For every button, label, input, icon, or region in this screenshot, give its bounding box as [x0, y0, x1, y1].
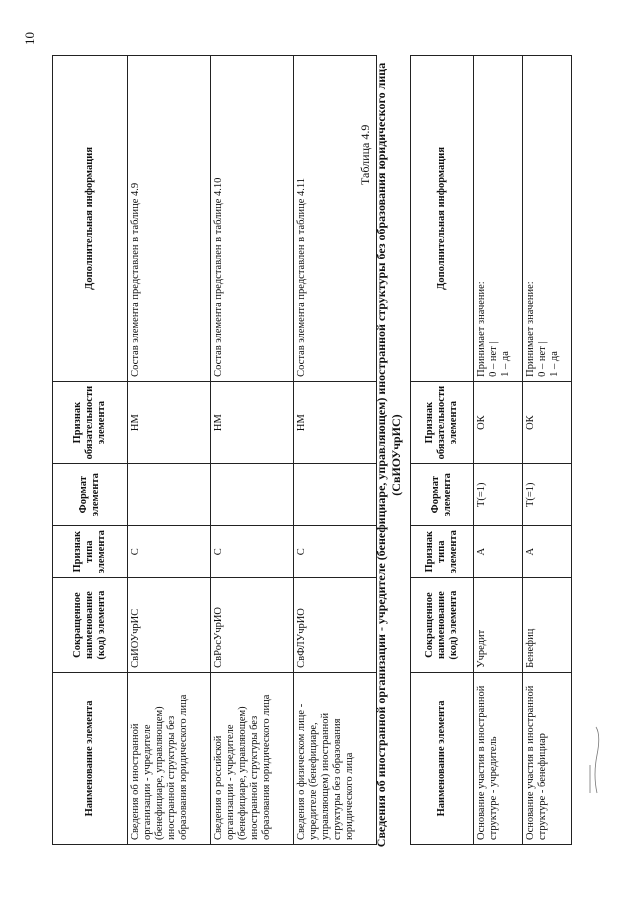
header-code: Сокращенное наименование (код) элемента: [53, 578, 128, 672]
cell-name: Сведения о физическом лице - учредителе (бенефициаре, управляющем) иностранной структуры без образования юридического лица: [294, 672, 377, 844]
header-type: Признак типа элемента: [411, 526, 474, 578]
table-row: [474, 56, 523, 845]
cell-type: А: [523, 526, 572, 578]
cell-type: С: [294, 526, 377, 578]
elements-table: [52, 55, 377, 845]
cell-format: [128, 464, 211, 526]
table-row: [128, 56, 211, 845]
cell-name: Сведения об иностранной организации - учредителе (бенефициаре, управляющем) иностранной структуры без образования юридического лица: [128, 672, 211, 844]
table-title: Сведения об иностранной организации - учредителе (бенефициаре, управляющем) иностранной структуры без образования юридического лица (СвИОУчрИС): [374, 62, 403, 848]
header-required: Признак обязательности элемента: [53, 381, 128, 464]
header-info: Дополнительная информация: [53, 56, 128, 382]
table-header-row: [53, 56, 128, 845]
header-format: Формат элемента: [53, 464, 128, 526]
header-format: Формат элемента: [411, 464, 474, 526]
cell-required: НМ: [128, 381, 211, 464]
cell-code: СвИОУчрИС: [128, 578, 211, 672]
cell-required: НМ: [294, 381, 377, 464]
info-line: 1 – да: [549, 351, 561, 377]
stamp-scribble: [585, 725, 603, 795]
info-line: 0 – нет |: [537, 341, 549, 377]
cell-info: Состав элемента представлен в таблице 4.11: [294, 56, 377, 382]
cell-format: T(=1): [523, 464, 572, 526]
cell-name: Сведения о российской организации - учредителе (бенефициаре, управляющем) иностранной структуры без образования юридического лица: [211, 672, 294, 844]
cell-info: [523, 56, 572, 382]
info-line: Принимает значение:: [476, 281, 487, 377]
header-name: Наименование элемента: [53, 672, 128, 844]
cell-type: С: [128, 526, 211, 578]
cell-type: А: [474, 526, 523, 578]
cell-format: [211, 464, 294, 526]
cell-required: ОК: [523, 381, 572, 464]
table-number-label: Таблица 4.9: [358, 124, 372, 185]
info-line: Принимает значение:: [525, 281, 536, 377]
info-line: 0 – нет |: [488, 341, 500, 377]
cell-format: [294, 464, 377, 526]
cell-format: T(=1): [474, 464, 523, 526]
header-name: Наименование элемента: [411, 672, 474, 844]
table-row: [211, 56, 294, 845]
header-code: Сокращенное наименование (код) элемента: [411, 578, 474, 672]
header-info: Дополнительная информация: [411, 56, 474, 382]
cell-type: С: [211, 526, 294, 578]
table-header-row: [411, 56, 474, 845]
cell-code: СвРосУчрИО: [211, 578, 294, 672]
cell-name: Основание участия в иностранной структуре - учредитель: [474, 672, 523, 844]
cell-info: Состав элемента представлен в таблице 4.9: [128, 56, 211, 382]
page-number: 10: [22, 32, 37, 45]
registration-stamp: [585, 725, 605, 795]
info-line: 1 – да: [500, 351, 512, 377]
header-required: Признак обязательности элемента: [411, 381, 474, 464]
table-row: [523, 56, 572, 845]
cell-code: Бенефиц: [523, 578, 572, 672]
foreign-org-founder-table: [410, 55, 572, 845]
cell-required: НМ: [211, 381, 294, 464]
cell-code: СвФЛУчрИО: [294, 578, 377, 672]
cell-info: [474, 56, 523, 382]
header-type: Признак типа элемента: [53, 526, 128, 578]
cell-required: ОК: [474, 381, 523, 464]
cell-code: Учредит: [474, 578, 523, 672]
cell-info: Состав элемента представлен в таблице 4.10: [211, 56, 294, 382]
cell-name: Основание участия в иностранной структуре - бенефициар: [523, 672, 572, 844]
